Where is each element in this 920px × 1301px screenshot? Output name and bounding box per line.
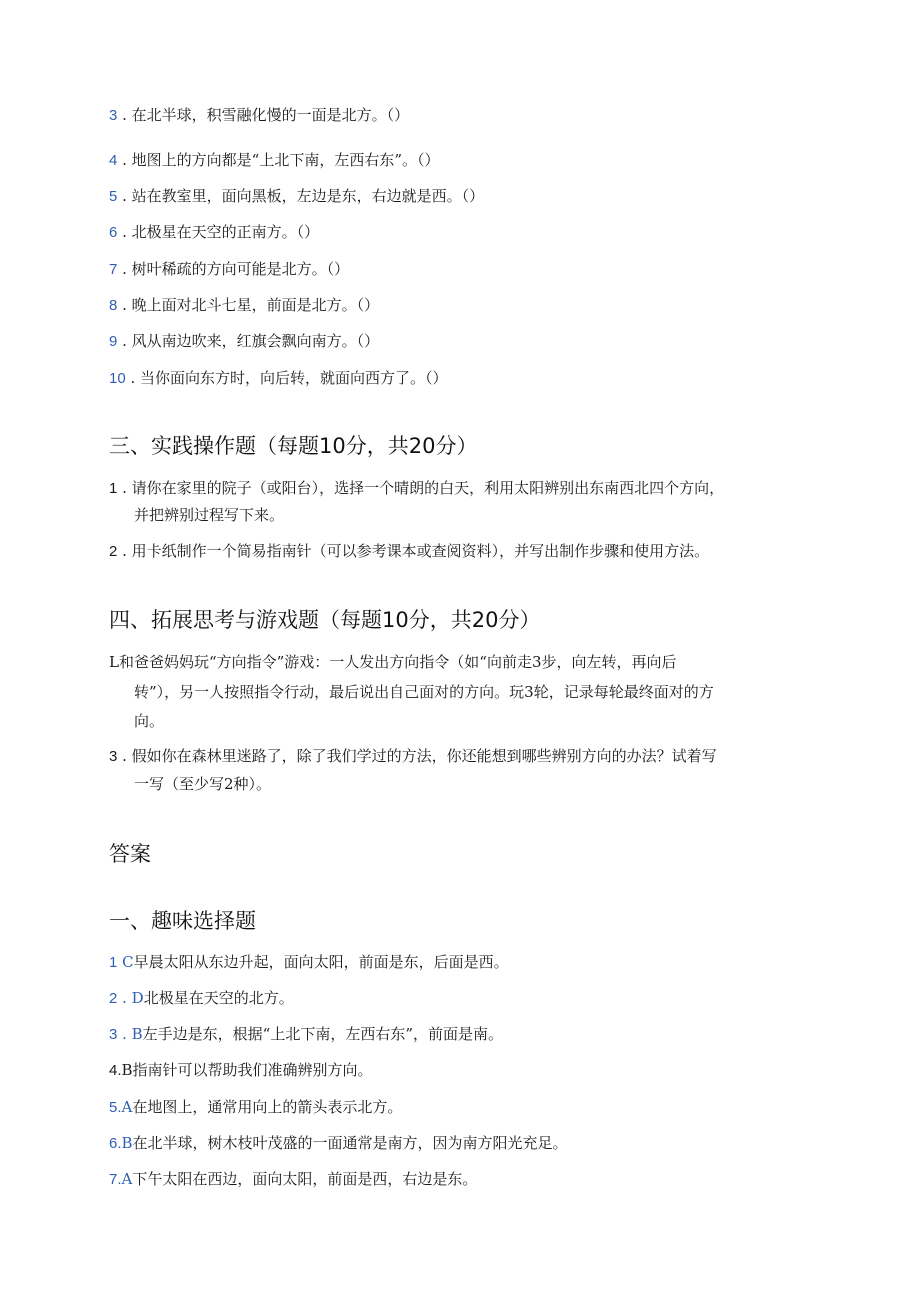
- answer-item: [109, 1168, 477, 1189]
- judgement-item: [109, 330, 379, 351]
- answer-text: 在北半球，树木枝叶茂盛的一面通常是南方，因为南方阳光充足。: [132, 1134, 568, 1152]
- item-number: 5: [109, 188, 118, 205]
- answer-item: [109, 951, 509, 972]
- answer-text: 下午太阳在西边，面向太阳，前面是西，右边是东。: [132, 1170, 478, 1188]
- extension-question-3: [109, 745, 717, 766]
- answer-letter: A: [121, 1170, 133, 1188]
- item-text: . 在北半球，积雪融化慢的一面是北方。（）: [122, 106, 410, 124]
- answer-letter: B: [121, 1061, 133, 1079]
- item-number: 2: [109, 990, 118, 1007]
- item-text: . 树叶稀疏的方向可能是北方。（）: [122, 260, 350, 278]
- answer-text: 早晨太阳从东边升起，面向太阳，前面是东，后面是西。: [133, 953, 509, 971]
- answer-text: 北极星在天空的北方。: [143, 989, 294, 1007]
- item-number: 1: [109, 480, 118, 497]
- answer-item: [109, 1132, 568, 1153]
- item-number: 3: [109, 107, 118, 124]
- judgement-item: [109, 367, 448, 388]
- judgement-item: [109, 149, 440, 170]
- answer-letter: B: [121, 1134, 133, 1152]
- item-text: . 假如你在森林里迷路了，除了我们学过的方法，你还能想到哪些辨别方向的办法？试着写: [122, 747, 717, 765]
- item-number: 9: [109, 333, 118, 350]
- extension-question-3-line-2: 一写（至少写2种）。: [134, 775, 272, 793]
- judgement-item: [109, 104, 409, 125]
- item-text: . 站在教室里，面向黑板，左边是东，右边就是西。（）: [122, 187, 485, 205]
- item-number: 3: [109, 748, 118, 765]
- answer-text: 左手边是东，根据“上北下南，左西右东”，前面是南。: [142, 1025, 504, 1043]
- item-number: 8: [109, 297, 118, 314]
- extension-question-1-line-3: 向。: [134, 712, 165, 730]
- item-text: . 请你在家里的院子（或阳台），选择一个晴朗的白天，利用太阳辨别出东南西北四个方向，: [122, 479, 725, 497]
- item-text: . 地图上的方向都是“上北下南，左西右东”。（）: [122, 151, 440, 169]
- answer-item: [109, 1096, 402, 1117]
- item-text: . 晚上面对北斗七星，前面是北方。（）: [122, 296, 380, 314]
- item-number: 6.: [109, 1135, 122, 1152]
- section-3-title: 三、实践操作题（每题10分，共20分）: [109, 434, 478, 458]
- answers-subtitle: 一、趣味选择题: [109, 909, 256, 933]
- answers-title: 答案: [109, 842, 151, 866]
- item-number: 4: [109, 152, 118, 169]
- item-number: 7: [109, 261, 118, 278]
- item-text: . 当你面向东方时，向后转，就面向西方了。（）: [130, 369, 448, 387]
- item-number: 5.: [109, 1099, 122, 1116]
- item-number: 10: [109, 370, 126, 387]
- item-text: . 北极星在天空的正南方。（）: [122, 223, 320, 241]
- judgement-item: [109, 221, 319, 242]
- extension-question-1: L和爸爸妈妈玩“方向指令”游戏：一人发出方向指令（如“向前走3步，向左转，再向后: [109, 653, 677, 671]
- practice-question-1-continued: 并把辨别过程写下来。: [134, 506, 285, 524]
- judgement-item: [109, 258, 349, 279]
- answer-letter: . D: [117, 989, 144, 1007]
- answer-text: 指南针可以帮助我们准确辨别方向。: [132, 1061, 373, 1079]
- item-number: 2: [109, 543, 118, 560]
- answer-text: 在地图上，通常用向上的箭头表示北方。: [132, 1098, 403, 1116]
- item-text: . 风从南边吹来，红旗会飘向南方。（）: [122, 332, 380, 350]
- practice-question-1: [109, 477, 724, 498]
- item-number: 6: [109, 224, 118, 241]
- judgement-item: [109, 294, 379, 315]
- answer-item: [109, 1059, 373, 1080]
- section-4-title: 四、拓展思考与游戏题（每题10分，共20分）: [109, 608, 541, 632]
- answer-letter: C: [117, 953, 134, 971]
- practice-question-2: [109, 540, 709, 561]
- answer-item: [109, 1023, 503, 1044]
- item-text: . 用卡纸制作一个简易指南针（可以参考课本或查阅资料），并写出制作步骤和使用方法。: [122, 542, 710, 560]
- item-number: 3: [109, 1026, 118, 1043]
- answer-letter: . B: [117, 1025, 143, 1043]
- answer-item: [109, 987, 294, 1008]
- item-number: 4.: [109, 1062, 122, 1079]
- item-number: 7.: [109, 1171, 122, 1188]
- judgement-item: [109, 185, 484, 206]
- extension-question-1-line-2: 转”），另一人按照指令行动，最后说出自己面对的方向。玩3轮，记录每轮最终面对的方: [134, 683, 714, 701]
- answer-letter: A: [121, 1098, 133, 1116]
- item-number: 1: [109, 954, 118, 971]
